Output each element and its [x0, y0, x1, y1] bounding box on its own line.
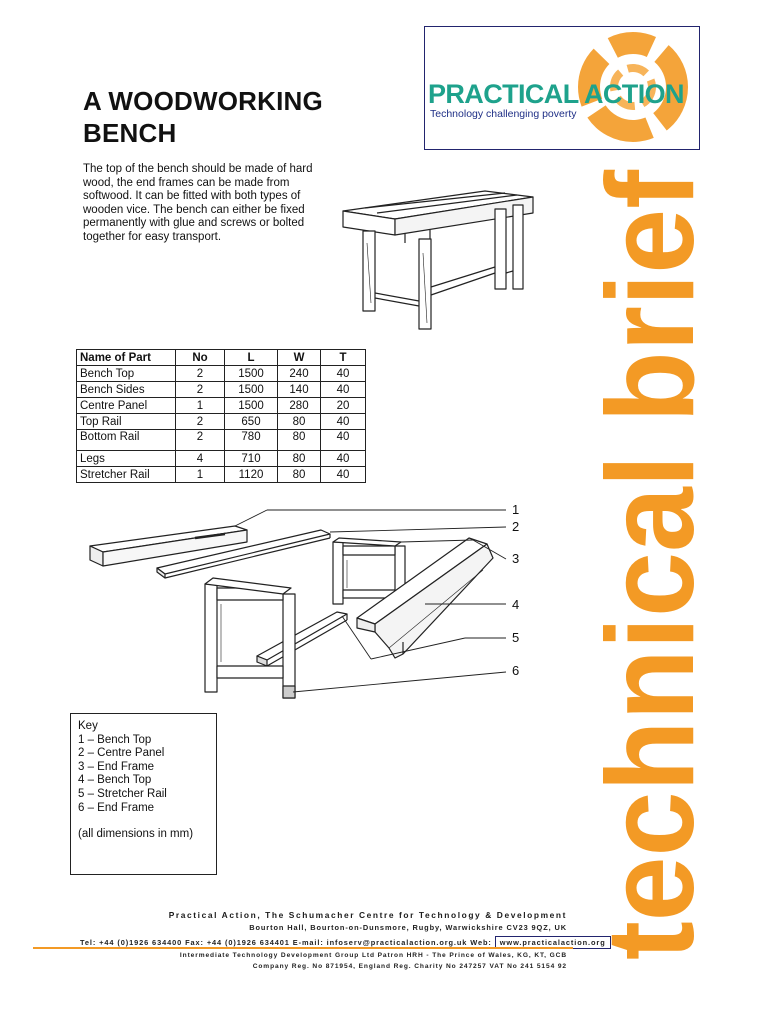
cell: 4	[176, 451, 225, 467]
cell: Stretcher Rail	[77, 467, 176, 483]
cell: 1500	[225, 382, 278, 398]
key-box	[70, 713, 217, 875]
intro-paragraph: The top of the bench should be made of hard wood, the end frames can be made from softwood. It can be fitted with both types of wooden vice. The bench can either be fixed permanently with glue and screws or bolted together for easy transport.	[83, 163, 313, 243]
cell: 780	[225, 430, 278, 451]
cell: 2	[176, 414, 225, 430]
key-item: 2 – Centre Panel	[78, 747, 165, 760]
callout-2: 2	[512, 519, 520, 534]
cell: 40	[321, 414, 366, 430]
callout-1: 1	[512, 502, 520, 517]
cell: Centre Panel	[77, 398, 176, 414]
key-item: 5 – Stretcher Rail	[78, 787, 167, 800]
logo-name: PRACTICAL ACTION	[428, 79, 684, 109]
practical-action-logo	[424, 26, 700, 150]
footer-web-link[interactable]: www.practicalaction.org	[495, 936, 611, 949]
exploded-parts-drawing	[85, 498, 515, 710]
cell: 1	[176, 467, 225, 483]
table-row	[77, 430, 366, 451]
callout-6: 6	[512, 663, 520, 678]
key-note: (all dimensions in mm)	[78, 828, 194, 841]
side-title	[582, 119, 720, 965]
cell: 80	[278, 451, 321, 467]
cell: 140	[278, 382, 321, 398]
cell: 1500	[225, 366, 278, 382]
header-t: T	[321, 350, 366, 366]
cell: 1500	[225, 398, 278, 414]
cell: 240	[278, 366, 321, 382]
footer-address: Bourton Hall, Bourton-on-Dunsmore, Rugby, Warwickshire CV23 9QZ, UK	[249, 923, 567, 932]
cell: 20	[321, 398, 366, 414]
parts-table	[76, 349, 366, 483]
table-row	[77, 398, 366, 414]
key-heading: Key	[78, 720, 98, 732]
logo-tagline: Technology challenging poverty	[430, 108, 577, 120]
footer-registration-1: Intermediate Technology Development Group Ltd Patron HRH - The Prince of Wales, KG, KT, GCB	[179, 952, 567, 959]
cell: Legs	[77, 451, 176, 467]
cell: 710	[225, 451, 278, 467]
table-row	[77, 414, 366, 430]
cell: 40	[321, 430, 366, 451]
footer-divider	[33, 947, 573, 949]
header-no: No	[176, 350, 225, 366]
header-l: L	[225, 350, 278, 366]
callout-5: 5	[512, 630, 520, 645]
cell: 80	[278, 467, 321, 483]
cell: 80	[278, 414, 321, 430]
key-item: 4 – Bench Top	[78, 774, 152, 787]
cell: 40	[321, 382, 366, 398]
side-title-text: technical brief	[582, 119, 720, 960]
cell: Bench Top	[77, 366, 176, 382]
footer-org: Practical Action, The Schumacher Centre for Technology & Development	[168, 910, 567, 920]
cell: Bottom Rail	[77, 430, 176, 451]
callout-3: 3	[512, 551, 520, 566]
cell: 40	[321, 451, 366, 467]
cell: 40	[321, 467, 366, 483]
key-item: 3 – End Frame	[78, 760, 155, 773]
key-item: 1 – Bench Top	[78, 733, 152, 746]
cell: 2	[176, 382, 225, 398]
header-name: Name of Part	[77, 350, 176, 366]
table-row	[77, 382, 366, 398]
cell: Top Rail	[77, 414, 176, 430]
cell: 1120	[225, 467, 278, 483]
footer-contact: Tel: +44 (0)1926 634400 Fax: +44 (0)1926 634401 E-mail: infoserv@practicalaction.org.uk Web:	[80, 938, 492, 947]
key-item: 6 – End Frame	[78, 801, 155, 814]
cell: 650	[225, 414, 278, 430]
table-row	[77, 366, 366, 382]
cell: 2	[176, 430, 225, 451]
header-w: W	[278, 350, 321, 366]
cell: 40	[321, 366, 366, 382]
table-header-row	[77, 350, 366, 366]
cell: 80	[278, 430, 321, 451]
cell: 280	[278, 398, 321, 414]
title-line-1: A WOODWORKING	[83, 86, 323, 116]
cell: Bench Sides	[77, 382, 176, 398]
bench-illustration	[335, 183, 545, 333]
page-title	[83, 85, 323, 149]
table-row	[77, 451, 366, 467]
table-row	[77, 467, 366, 483]
cell: 2	[176, 366, 225, 382]
cell: 1	[176, 398, 225, 414]
footer-registration-2: Company Reg. No 871954, England Reg. Charity No 247257 VAT No 241 5154 92	[252, 963, 567, 970]
title-line-2: BENCH	[83, 118, 177, 148]
callout-4: 4	[512, 597, 520, 612]
